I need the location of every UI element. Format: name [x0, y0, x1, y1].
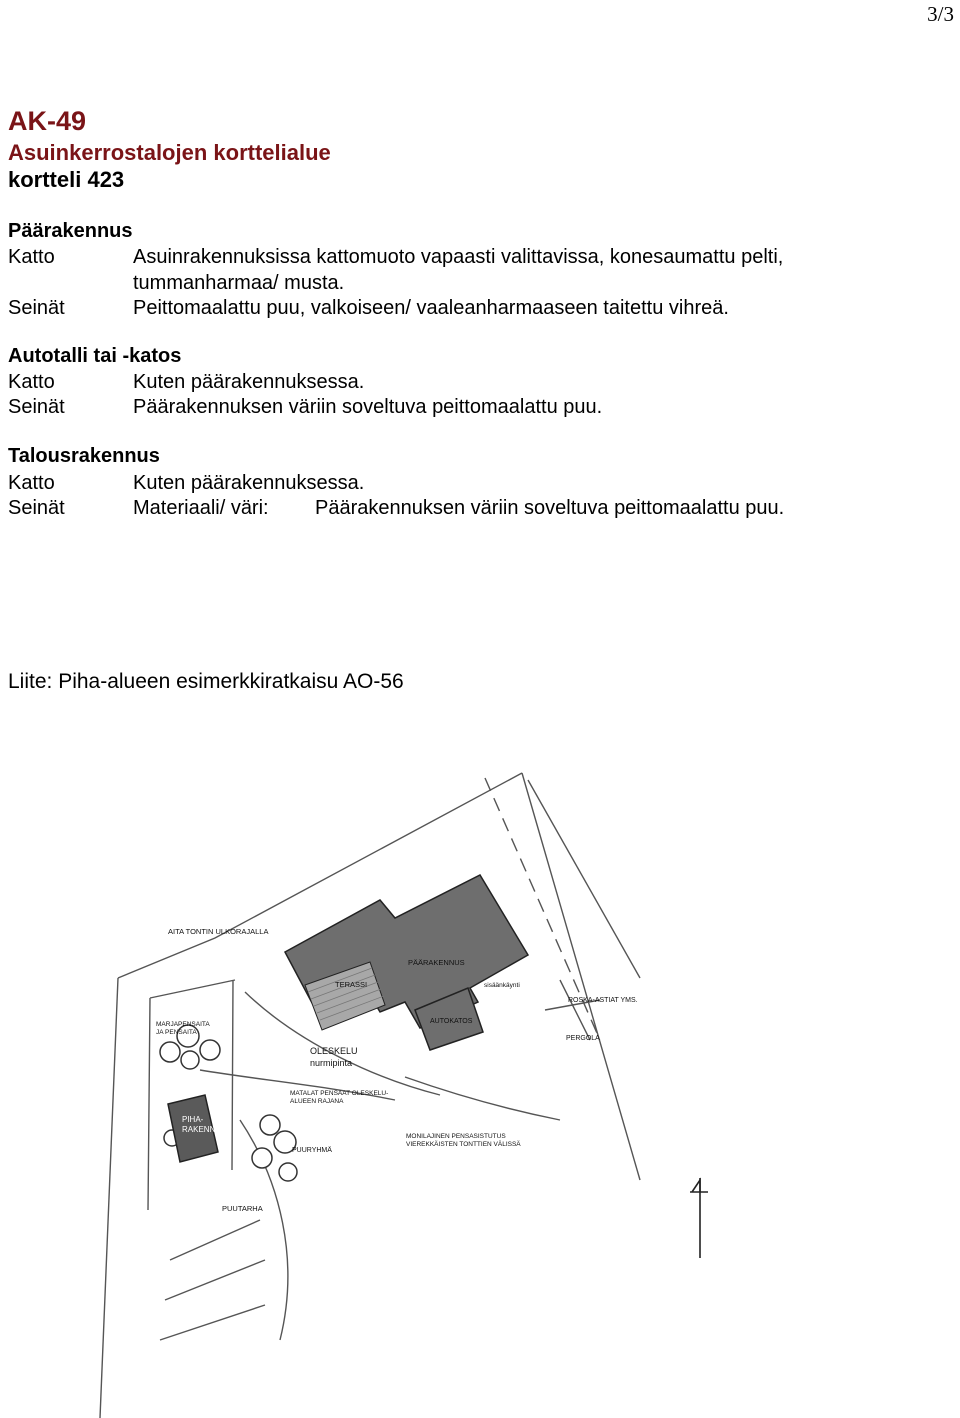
label-fence: AITA TONTIN ULKORAJALLA	[168, 927, 269, 936]
label-pergola: PERGOLA	[566, 1035, 600, 1042]
roof-label: Katto	[8, 246, 55, 268]
label-waste: ROSKA-ASTIAT YMS.	[568, 997, 638, 1004]
block-subtitle: kortteli 423	[8, 167, 125, 192]
section-heading-garage: Autotalli tai -katos	[8, 345, 182, 367]
outbuilding-roof-label: Katto	[8, 472, 55, 494]
label-shrubs-1: MATALAT PENSAAT OLESKELU-	[290, 1090, 389, 1097]
outbuilding-walls-value: Päärakennuksen väriin soveltuva peittomaalattu puu.	[315, 497, 785, 519]
plot-boundary-east	[522, 773, 640, 1180]
shrub-icon	[181, 1051, 199, 1069]
label-entrance: sisäänkäynti	[484, 982, 520, 989]
garage-roof-value: Kuten päärakennuksessa.	[133, 371, 365, 393]
shrub-icon	[160, 1042, 180, 1062]
garage-walls-value: Päärakennuksen väriin soveltuva peittomaalattu puu.	[133, 396, 603, 418]
shrub-icon	[200, 1040, 220, 1060]
roof-value-line1: Asuinrakennuksissa kattomuoto vapaasti valittavissa, konesaumattu pelti,	[133, 246, 784, 268]
label-hedge-1: MONILAJINEN PENSASISTUTUS	[406, 1133, 506, 1140]
label-shed-1: PIHA-	[182, 1115, 204, 1124]
label-berry-1: MARJAPENSAITA	[156, 1021, 210, 1028]
outbuilding-roof-value: Kuten päärakennuksessa.	[133, 472, 365, 494]
walls-label: Seinät	[8, 297, 65, 319]
label-lawn-2: nurmipinta	[310, 1058, 353, 1068]
label-tree-group: PUURYHMÄ	[292, 1147, 332, 1154]
label-terrace: TERASSI	[335, 980, 368, 989]
section-heading-main-building: Päärakennus	[8, 220, 133, 242]
garage-walls-label: Seinät	[8, 396, 65, 418]
outbuilding-walls-sublabel: Materiaali/ väri:	[133, 497, 269, 519]
label-garden: PUUTARHA	[222, 1204, 263, 1213]
tree-icon	[252, 1148, 272, 1168]
label-shrubs-2: ALUEEN RAJANA	[290, 1098, 344, 1105]
appendix-title: Liite: Piha-alueen esimerkkiratkaisu AO-56	[8, 670, 404, 693]
tree-icon	[279, 1163, 297, 1181]
plot-boundary-west	[100, 978, 118, 1418]
tree-icon	[260, 1115, 280, 1135]
label-carport: AUTOKATOS	[430, 1018, 473, 1025]
label-hedge-2: VIEREKKÄISTEN TONTTIEN VÄLISSÄ	[406, 1141, 521, 1148]
street-line	[528, 780, 640, 978]
garage-roof-label: Katto	[8, 371, 55, 393]
zone-code: AK-49	[8, 106, 87, 136]
label-berry-2: JA PENSAITA	[156, 1029, 197, 1036]
roof-value-line2: tummanharmaa/ musta.	[133, 272, 345, 294]
section-heading-outbuilding: Talousrakennus	[8, 445, 160, 467]
site-plan-drawing	[0, 740, 960, 1418]
page-number: 3/3	[927, 2, 954, 26]
walls-value: Peittomaalattu puu, valkoiseen/ vaaleanharmaaseen taitettu vihreä.	[133, 297, 729, 319]
zone-title: Asuinkerrostalojen korttelialue	[8, 140, 331, 165]
label-main-building: PÄÄRAKENNUS	[408, 958, 465, 967]
label-lawn-1: OLESKELU	[310, 1046, 358, 1056]
label-shed-2: RAKENNUS	[182, 1125, 227, 1134]
north-arrow-icon	[690, 1178, 708, 1258]
outbuilding-walls-label: Seinät	[8, 497, 65, 519]
